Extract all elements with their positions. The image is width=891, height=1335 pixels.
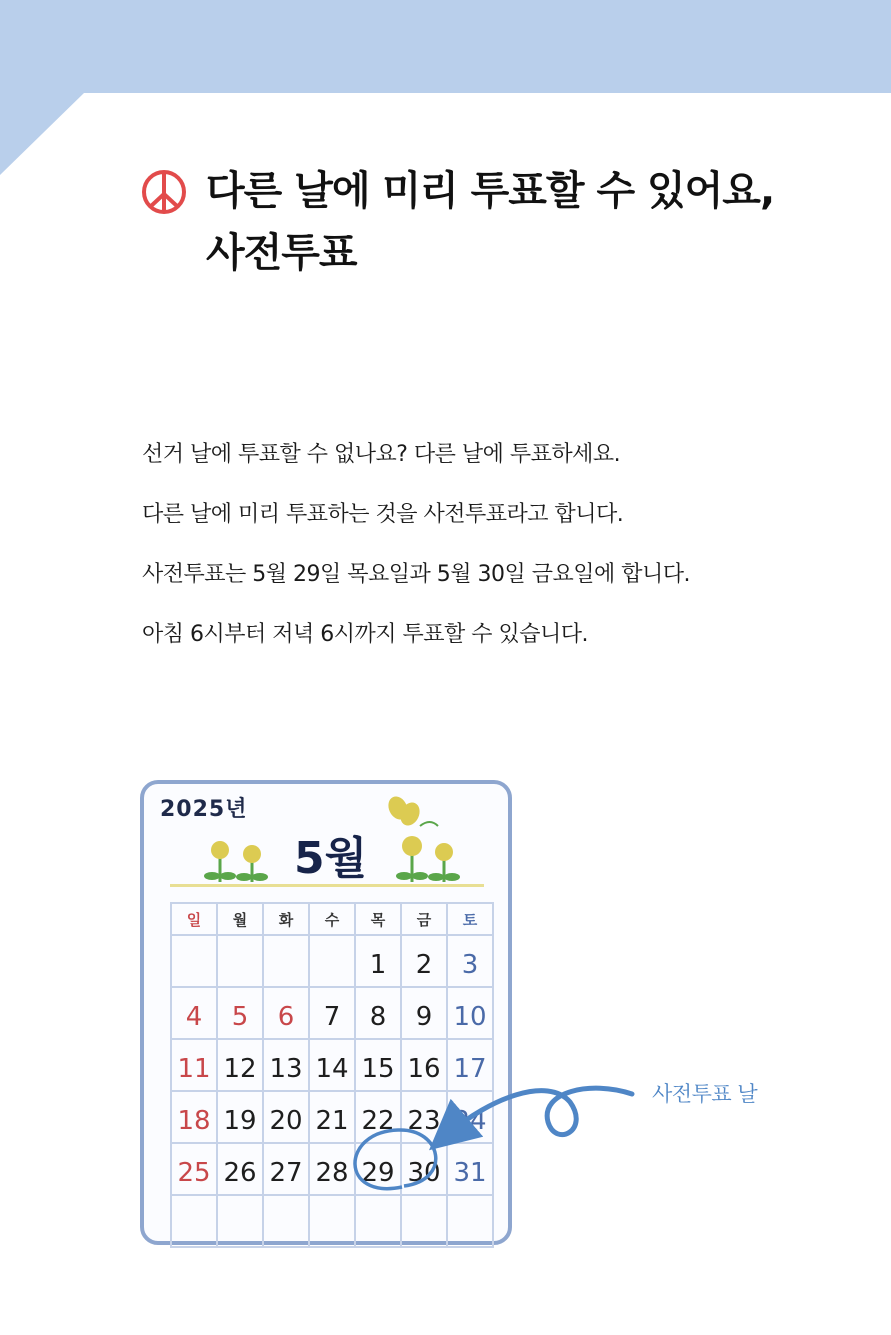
calendar-decoration: [144, 784, 508, 894]
calendar-day: 15: [356, 1040, 402, 1092]
calendar-day: 8: [356, 988, 402, 1040]
calendar-month: 5월: [294, 833, 368, 884]
calendar-day: 10: [448, 988, 494, 1040]
calendar-day: 7: [310, 988, 356, 1040]
calendar-day: 19: [218, 1092, 264, 1144]
calendar-day: [172, 1196, 218, 1248]
calendar-day: 24: [448, 1092, 494, 1144]
calendar-day: 16: [402, 1040, 448, 1092]
calendar-day: [310, 936, 356, 988]
calendar-day: 22: [356, 1092, 402, 1144]
calendar-day: 31: [448, 1144, 494, 1196]
calendar-day: [172, 936, 218, 988]
title-line-2: 사전투표: [206, 230, 357, 276]
calendar-day-highlighted: 30: [402, 1144, 448, 1196]
header-band: [0, 0, 891, 175]
early-voting-day-label: 사전투표 날: [652, 1082, 758, 1106]
calendar-day: 12: [218, 1040, 264, 1092]
calendar-day: [310, 1196, 356, 1248]
title-line-1: 다른 날에 미리 투표할 수 있어요,: [206, 168, 775, 214]
calendar-day: 4: [172, 988, 218, 1040]
calendar-day: 20: [264, 1092, 310, 1144]
butterfly-icon: [385, 793, 438, 828]
calendar-day: 5: [218, 988, 264, 1040]
calendar-day: [356, 1196, 402, 1248]
paragraph-1: 선거 날에 투표할 수 없나요? 다른 날에 투표하세요.: [142, 442, 621, 467]
calendar-day: 1: [356, 936, 402, 988]
calendar-day: 28: [310, 1144, 356, 1196]
weekday-header: 월: [218, 904, 264, 936]
calendar-day: 6: [264, 988, 310, 1040]
weekday-header: 목: [356, 904, 402, 936]
page-title: [140, 160, 860, 284]
calendar-day: 25: [172, 1144, 218, 1196]
weekday-header: 수: [310, 904, 356, 936]
calendar-day: 13: [264, 1040, 310, 1092]
calendar-ground-line: [170, 884, 484, 887]
calendar-day: [264, 1196, 310, 1248]
calendar-day: 17: [448, 1040, 494, 1092]
body-text: [142, 425, 862, 665]
calendar-day: 23: [402, 1092, 448, 1144]
calendar-day: [218, 936, 264, 988]
calendar-day: 11: [172, 1040, 218, 1092]
section-heading: [140, 160, 860, 284]
flower-icon: [204, 841, 236, 882]
paragraph-2: 다른 날에 미리 투표하는 것을 사전투표라고 합니다.: [142, 502, 624, 527]
flower-icon: [396, 836, 428, 882]
calendar-illustration: [140, 780, 512, 1245]
calendar-day: 2: [402, 936, 448, 988]
calendar-year: 2025년: [160, 797, 248, 822]
flower-icon: [428, 843, 460, 882]
calendar-day: 27: [264, 1144, 310, 1196]
paragraph-4: 아침 6시부터 저녁 6시까지 투표할 수 있습니다.: [142, 622, 588, 647]
weekday-header: 화: [264, 904, 310, 936]
calendar-day: [448, 1196, 494, 1248]
calendar-day: [402, 1196, 448, 1248]
calendar-day: 3: [448, 936, 494, 988]
calendar-day: 26: [218, 1144, 264, 1196]
calendar-day: 14: [310, 1040, 356, 1092]
calendar-day: 18: [172, 1092, 218, 1144]
weekday-header: 일: [172, 904, 218, 936]
paragraph-3: 사전투표는 5월 29일 목요일과 5월 30일 금요일에 합니다.: [142, 562, 690, 587]
calendar-day: [264, 936, 310, 988]
calendar-day: 9: [402, 988, 448, 1040]
calendar-day: 21: [310, 1092, 356, 1144]
peace-symbol-icon: [140, 168, 188, 216]
weekday-header: 금: [402, 904, 448, 936]
calendar-grid: [170, 902, 494, 1248]
flower-icon: [236, 845, 268, 882]
calendar-day: [218, 1196, 264, 1248]
calendar-day-highlighted: 29: [356, 1144, 402, 1196]
weekday-header: 토: [448, 904, 494, 936]
